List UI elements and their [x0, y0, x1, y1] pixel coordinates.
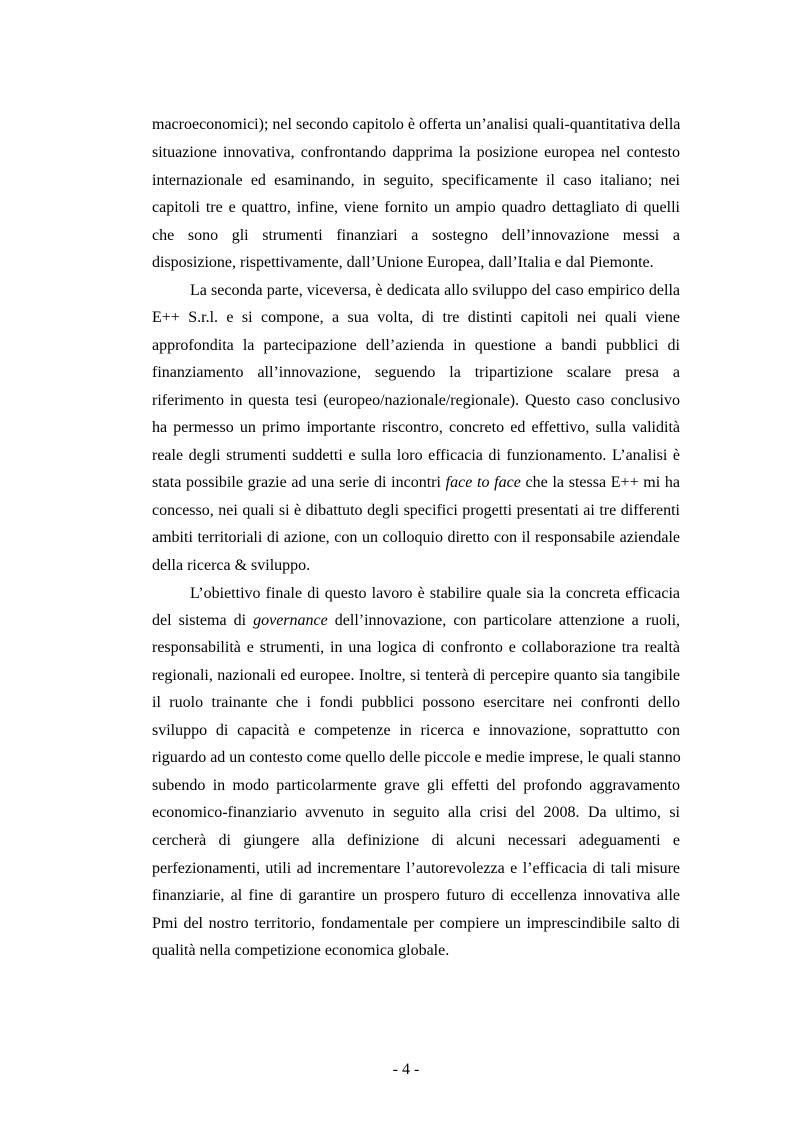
text-line: che sono gli strumenti finanziari a sostegno dell’innovazione messi a: [152, 227, 680, 244]
text-line: ha permesso un primo importante riscontro, concreto ed effettivo, sulla validità: [152, 419, 680, 436]
text-run: dell’innovazione, con particolare attenzione a ruoli,: [327, 612, 681, 629]
text-line: finanziarie, al fine di garantire un prospero futuro di eccellenza innovativa alle: [152, 887, 680, 904]
text-run: che la stessa E++ mi ha: [520, 474, 681, 491]
text-line: riferimento in questa tesi (europeo/nazionale/regionale). Questo caso conclusivo: [152, 392, 680, 409]
text-line: approfondita la partecipazione dell’azienda in questione a bandi pubblici di: [152, 337, 680, 354]
text-line: capitoli tre e quattro, infine, viene fornito un ampio quadro dettagliato di quelli: [152, 199, 680, 216]
text-line: disposizione, rispettivamente, dall’Unione Europea, dall’Italia e dal Piemonte.: [152, 254, 654, 271]
text-line: perfezionamenti, utili ad incrementare l’autorevolezza e l’efficacia di tali misure: [152, 860, 680, 877]
text-line: situazione innovativa, confrontando dapprima la posizione europea nel contesto: [152, 144, 680, 161]
italic-phrase: face to face: [445, 474, 521, 491]
text-line: concesso, nei quali si è dibattuto degli specifici progetti presentati ai tre differenti: [152, 502, 680, 519]
text-line: il ruolo trainante che i fondi pubblici possono esercitare nei confronti dello: [152, 694, 680, 711]
page-number: - 4 -: [392, 1061, 420, 1078]
text-line: La seconda parte, viceversa, è dedicata allo sviluppo del caso empirico della: [190, 282, 680, 299]
text-line: macroeconomici); nel secondo capitolo è offerta un’analisi quali-quantitativa della: [152, 116, 681, 133]
text-line: responsabilità e strumenti, in una logica di confronto e collaborazione tra realtà: [152, 639, 680, 656]
text-line: E++ S.r.l. e si compone, a sua volta, di tre distinti capitoli nei quali viene: [152, 309, 680, 326]
text-run: stata possibile grazie ad una serie di incontri: [152, 474, 446, 491]
italic-phrase: governance: [253, 612, 328, 629]
text-line: riguardo ad un contesto come quello delle piccole e medie imprese, le quali stanno: [152, 749, 681, 766]
text-line: subendo in modo particolarmente grave gli effetti del profondo aggravamento: [152, 777, 680, 794]
text-line: [152, 611, 680, 631]
text-line: qualità nella competizione economica globale.: [152, 942, 450, 959]
text-line: regionali, nazionali ed europee. Inoltre, si tenterà di percepire quanto sia tangibile: [152, 667, 680, 684]
text-line: economico-finanziario avvenuto in seguito alla crisi del 2008. Da ultimo, si: [152, 804, 680, 821]
text-line: cercherà di giungere alla definizione di alcuni necessari adeguamenti e: [152, 832, 680, 849]
text-run: del sistema di: [152, 612, 254, 629]
text-line: finanziamento all’innovazione, seguendo la tripartizione scalare presa a: [152, 364, 680, 381]
text-line: L’obiettivo finale di questo lavoro è stabilire quale sia la concreta efficacia: [190, 585, 680, 602]
text-line: Pmi del nostro territorio, fondamentale per compiere un imprescindibile salto di: [152, 915, 680, 932]
text-line: [152, 473, 680, 493]
text-line: ambiti territoriali di azione, con un colloquio diretto con il responsabile aziendale: [152, 529, 680, 546]
text-line: reale degli strumenti suddetti e sulla loro efficacia di funzionamento. L’analisi è: [152, 447, 680, 464]
text-line: internazionale ed esaminando, in seguito, specificamente il caso italiano; nei: [152, 172, 680, 189]
text-line: sviluppo di capacità e competenze in ricerca e innovazione, soprattutto con: [152, 722, 680, 739]
text-line: della ricerca & sviluppo.: [152, 557, 311, 574]
